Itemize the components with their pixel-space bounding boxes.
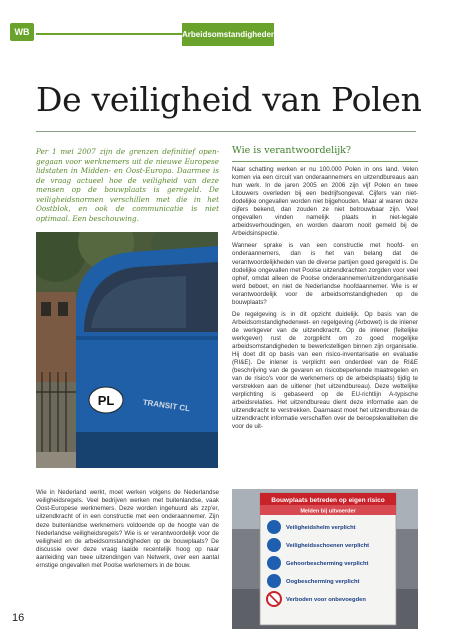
sign-rule: Oogbescherming verplicht bbox=[286, 579, 360, 585]
header-rule bbox=[36, 33, 182, 35]
sign-rule: Veiligheidsschoenen verplicht bbox=[286, 543, 370, 549]
paragraph: Naar schatting werken er nu 100.000 Polen in ons land. Velen komen via een circuit van onderaannemers en uitzendbureaus aan hun werk. In de jaren 2005 en 2006 zijn vijf Polen en twee Litouwers overleden bij een bedrijfsongeval. Cijfers van niet-dodelijke ongevallen worden niet bijgehouden. Maar al waren deze cijfers bekend, dan zouden ze niet betrouwbaar zijn. Veel ongevallen vinden namelijk plaats in niet-legale arbeidsverhoudingen, en worden daarom nooit gemeld bij de Arbeidsinspectie. bbox=[232, 166, 418, 238]
van-badge: TRANSIT CL bbox=[142, 397, 191, 414]
sign-rule: Veiligheidshelm verplicht bbox=[286, 525, 356, 531]
sign-sub-text: Melden bij uitvoerder bbox=[300, 508, 356, 515]
van-photo bbox=[36, 232, 218, 468]
intro-text: Per 1 mei 2007 zijn de grenzen definitief open-gegaan voor werknemers uit de nieuwe Europese lidstaten in Midden- en Oost-Europa. Daarmee is de vraag actueel hoe de veiligheid van deze mensen op de bouwplaats is geregeld. De veiligheidsnormen verschillen met die in het Oostblok, en ook de communicatie is niet optimaal. Een beschouwing. bbox=[36, 147, 219, 223]
article-right-column bbox=[232, 145, 418, 436]
title-divider bbox=[36, 131, 416, 132]
logo-text: WB bbox=[14, 27, 30, 37]
sign-rule: Gehoorbescherming verplicht bbox=[286, 561, 369, 567]
van-plate: PL bbox=[97, 393, 115, 408]
section-heading: Wie is verantwoordelijk? bbox=[232, 145, 352, 156]
section-tab: Arbeidsomstandigheden bbox=[182, 23, 274, 46]
page-number: 16 bbox=[12, 612, 25, 624]
sign-top-text: Bouwplaats betreden op eigen risico bbox=[271, 497, 385, 504]
heading-divider bbox=[232, 161, 418, 162]
paragraph: Wanneer sprake is van een constructie met hoofd- en onderaannemers, dan is het van belang dat de verantwoordelijkheden van de diverse partijen goed geregeld is. De dodelijke ongevallen met Poolse uitzendkrachten zorgden voor veel ophef, omdat alleen de Poolse onderaannemer/uitzendorganisatie werd beboet, en niet de Nederlandse hoofdaannemer. Wie is er verantwoordelijk voor de arbeidsomstandigheden op de bouwplaats? bbox=[232, 242, 418, 306]
paragraph: De regelgeving is in dit opzicht duidelijk. Op basis van de Arbeidsomstandighedenwet- en regelgeving (Arbowet) is de inlener de werkgever van de uitzendkracht. Op de inlener (feitelijke werkgever) rust de zorgplicht om zo goed mogelijke arbeidsomstandigheden te bewerkstelligen binnen zijn organisatie. Hij doet dit op basis van een risico-inventarisatie en evaluatie (RI&E). De inlener is verplicht een onderdeel van de RI&E (beschrijving van de gevaren en risicobeperkende maatregelen en van de risico's voor de werknemers op de arbeidsplaats) tijdig te verstrekken aan de uitlener (het uitzendbureau). Deze wettelijke verplichting is gebaseerd op de EU-richtlijn A-typische arbeidsrelaties. Het uitzendbureau dient deze informatie aan de uitzendkracht te verstrekken. Daarnaast moet het uitzendbureau de uitzendkracht informatie verschaffen over de beroepskwaliteiten die voor de uit- bbox=[232, 310, 418, 431]
construction-sign-photo bbox=[232, 489, 418, 629]
sign-rule: Verboden voor onbevoegden bbox=[286, 597, 366, 603]
summary-text: Wie in Nederland werkt, moet werken volgens de Nederlandse veiligheidsregels. Veel bedrijven werken met buitenlandse, vaak Oost-Europese werknemers. Deze worden ingehuurd als zzp'er, uitzendkracht of in een constructie met een onderaannemer. Zijn deze buitenlandse werknemers voldoende op de hoogte van de Nederlandse veiligheidsregels? Wie is er verantwoordelijk voor de veiligheid en de arbeidsomstandigheden op de bouwplaats? De discussie over deze vraag laaide recentelijk hoog op naar aanleiding van twee uitzendingen van Netwerk, over een aantal ernstige ongevallen met Poolse werknemers in de bouw. bbox=[36, 489, 219, 570]
wb-logo bbox=[10, 23, 34, 41]
page-title: De veiligheid van Polen bbox=[36, 80, 422, 119]
